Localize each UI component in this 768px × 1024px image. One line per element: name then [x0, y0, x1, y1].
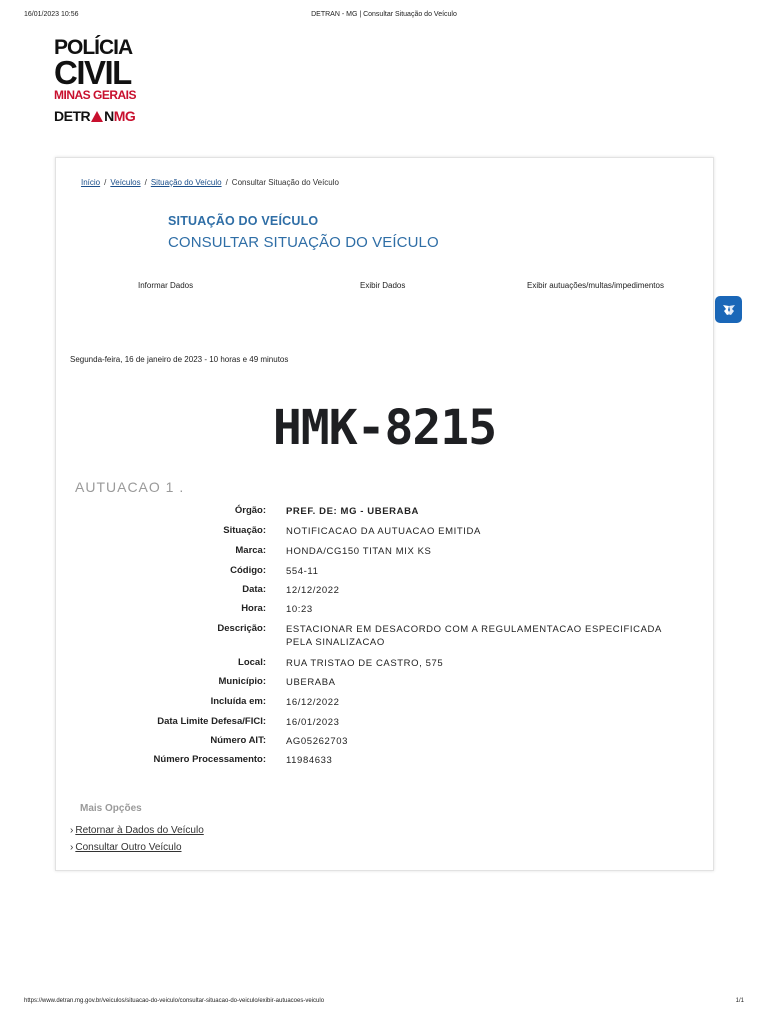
- detail-label: Local:: [238, 657, 266, 668]
- logo-line-minas-gerais: MINAS GERAIS: [54, 88, 137, 102]
- print-footer: [24, 998, 744, 1010]
- chevron-right-icon: ›: [70, 825, 74, 836]
- breadcrumb-separator: /: [104, 178, 107, 187]
- detail-value: 16/12/2022: [286, 697, 340, 708]
- policia-civil-detran-logo[interactable]: [54, 38, 164, 138]
- detail-label: Órgão:: [234, 505, 266, 516]
- detail-label: Código:: [230, 565, 266, 576]
- print-url: https://www.detran.mg.gov.br/veiculos/situacao-do-veiculo/consultar-situacao-do-veiculo/exibir-autuacoes-veiculo: [24, 998, 325, 1004]
- more-options-title: Mais Opções: [80, 803, 142, 814]
- detail-value: NOTIFICACAO DA AUTUACAO EMITIDA: [286, 526, 481, 537]
- detail-label: Número AIT:: [210, 735, 266, 746]
- detran-mg-logo: [54, 108, 164, 124]
- step-exibir-dados: Exibir Dados: [360, 281, 406, 290]
- detail-label: Descrição:: [217, 623, 266, 634]
- breadcrumb: [81, 178, 339, 187]
- print-header: [24, 11, 744, 23]
- detail-label: Data Limite Defesa/FICI:: [157, 716, 266, 727]
- detail-value: UBERABA: [286, 677, 336, 688]
- detail-value: 16/01/2023: [286, 717, 340, 728]
- print-page-number: 1/1: [735, 998, 744, 1004]
- breadcrumb-separator: /: [225, 178, 228, 187]
- step-informar-dados: Informar Dados: [138, 281, 194, 290]
- detail-label: Incluída em:: [210, 696, 266, 707]
- detail-value: 10:23: [286, 604, 313, 615]
- detail-label: Situação:: [223, 525, 266, 536]
- detail-label: Município:: [218, 676, 266, 687]
- breadcrumb-separator: /: [144, 178, 147, 187]
- detran-text-b: N: [104, 108, 114, 124]
- page-subtitle: SITUAÇÃO DO VEÍCULO: [168, 214, 319, 228]
- breadcrumb-veiculos[interactable]: Veículos: [110, 178, 141, 187]
- detail-value: 12/12/2022: [286, 585, 340, 596]
- link-consultar-label[interactable]: Consultar Outro Veículo: [75, 842, 182, 853]
- step-exibir-autuacoes: Exibir autuações/multas/impedimentos: [527, 281, 664, 290]
- sign-language-hands-icon: [720, 302, 738, 318]
- autuacao-section-title: AUTUACAO 1 .: [75, 479, 185, 495]
- print-page-title: DETRAN - MG | Consultar Situação do Veículo: [311, 11, 457, 18]
- link-retornar-label[interactable]: Retornar à Dados do Veículo: [75, 825, 204, 836]
- detail-value: AG05262703: [286, 736, 348, 747]
- breadcrumb-inicio[interactable]: Início: [81, 178, 101, 187]
- accessibility-vlibras-button[interactable]: [715, 296, 742, 323]
- detail-value: RUA TRISTAO DE CASTRO, 575: [286, 658, 444, 669]
- detail-label: Data:: [242, 584, 266, 595]
- detran-text-a: DETR: [54, 108, 91, 124]
- detran-text-mg: MG: [113, 108, 136, 124]
- detail-value: HONDA/CG150 TITAN MIX KS: [286, 546, 432, 557]
- main-content-card: [55, 157, 714, 871]
- detail-value: ESTACIONAR EM DESACORDO COM A REGULAMENTACAO ESPECIFICADA PELA SINALIZACAO: [286, 624, 662, 648]
- detail-value: 554-11: [286, 566, 319, 577]
- license-plate: HMK-8215: [272, 400, 497, 456]
- detran-triangle-icon: [91, 111, 103, 122]
- detail-label: Hora:: [241, 603, 266, 614]
- detail-value: 11984633: [286, 755, 333, 766]
- consultation-datetime: Segunda-feira, 16 de janeiro de 2023 - 10 horas e 49 minutos: [70, 355, 289, 364]
- chevron-right-icon: ›: [70, 842, 74, 853]
- logo-line-policia: POLÍCIA: [54, 36, 133, 59]
- detail-label: Marca:: [235, 545, 266, 556]
- breadcrumb-current: Consultar Situação do Veículo: [231, 178, 339, 187]
- detail-value: PREF. DE: MG - UBERABA: [286, 506, 420, 517]
- link-retornar-dados-veiculo[interactable]: [70, 825, 204, 836]
- page-title: CONSULTAR SITUAÇÃO DO VEÍCULO: [168, 234, 439, 251]
- link-consultar-outro-veiculo[interactable]: [70, 842, 182, 853]
- logo-line-civil: CIVIL: [54, 54, 131, 91]
- detail-label: Número Processamento:: [153, 754, 266, 765]
- breadcrumb-situacao-do-veiculo[interactable]: Situação do Veículo: [150, 178, 222, 187]
- print-datetime: 16/01/2023 10:56: [24, 11, 79, 18]
